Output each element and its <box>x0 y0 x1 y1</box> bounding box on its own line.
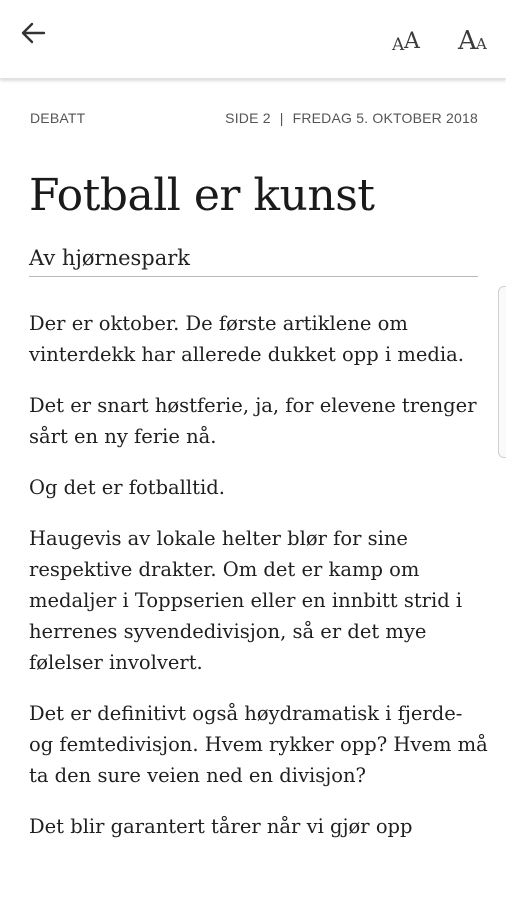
arrow-left-icon <box>20 22 46 44</box>
top-toolbar <box>0 0 506 79</box>
back-button[interactable] <box>20 22 60 58</box>
article-paragraph: Det er definitivt også høydramatisk i fjerde- og femtedivisjon. Hvem rykker opp? Hvem må ta den sure veien ned en divisjon? <box>29 702 488 787</box>
font-size-decrease-icon: A A <box>392 29 420 55</box>
page-and-date <box>225 110 478 126</box>
article-meta <box>30 110 478 130</box>
section-label: DEBATT <box>30 110 86 126</box>
meta-separator: | <box>279 110 284 126</box>
article-body <box>29 308 489 862</box>
article-paragraph: Der er oktober. De første artiklene om vinterdekk har allerede dukket opp i media. <box>29 312 464 366</box>
article-paragraph: Haugevis av lokale helter blør for sine respektive drakter. Om det er kamp om medaljer i Toppserien eller en innbitt strid i herrenes syvendedivisjon, så er det mye følelser involvert. <box>29 527 463 674</box>
font-size-increase-icon: A A <box>458 26 487 56</box>
font-size-decrease-button[interactable] <box>382 22 428 62</box>
article-paragraph: Det blir garantert tårer når vi gjør opp <box>29 815 413 838</box>
article-byline: Av hjørnespark <box>29 246 478 277</box>
scroll-handle[interactable] <box>498 286 506 458</box>
article-paragraph: Og det er fotballtid. <box>29 476 225 499</box>
font-size-increase-button[interactable] <box>448 22 498 62</box>
publish-date: FREDAG 5. OKTOBER 2018 <box>292 110 478 126</box>
article-paragraph: Det er snart høstferie, ja, for elevene trenger sårt en ny ferie nå. <box>29 394 477 448</box>
article-title: Fotball er kunst <box>29 170 375 221</box>
page-number: SIDE 2 <box>225 110 271 126</box>
